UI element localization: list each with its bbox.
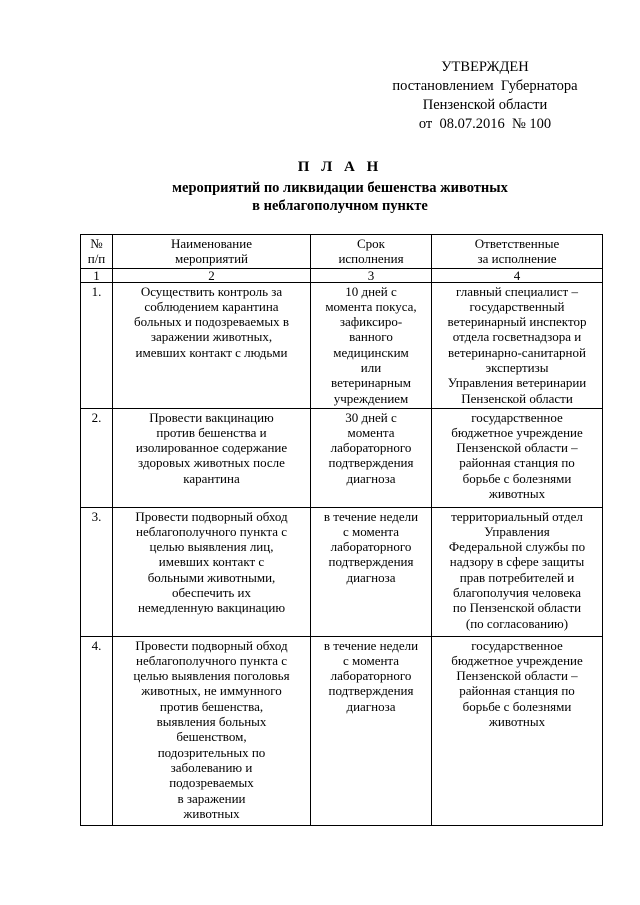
cell-line: государственное [471,409,563,425]
cell-line: лабораторного [330,440,412,456]
cell-line: бюджетное учреждение [451,424,583,440]
cell-line: с момента [342,523,400,539]
table-row [81,408,603,507]
cell-line: ветеринарным [331,375,411,391]
cell-line: зафиксиро- [339,314,403,330]
header-term: Срок исполнения [311,235,432,269]
cell-line: экспертизы [485,360,549,376]
cell-line: изолированное содержание [135,440,288,456]
row-number: 3. [81,507,113,636]
cell-line: государственный [469,298,565,314]
cell-line: животных [488,486,546,502]
cell-line: против бешенства и [156,424,267,440]
column-number: 2 [113,268,311,282]
cell-line: главный специалист – [456,283,578,299]
column-number: 1 [81,268,113,282]
row-term [311,636,432,825]
column-number-row [81,268,603,282]
table-row [81,636,603,825]
cell-line: животных, не иммунного [141,683,282,699]
row-action [113,507,311,636]
cell-line: благополучия человека [452,585,582,601]
cell-line: Пензенской области [461,390,573,406]
cell-line: животных [183,805,240,821]
header-action: Наименование мероприятий [113,235,311,269]
row-term [311,282,432,408]
cell-line: ветеринарно-санитарной [448,344,586,360]
cell-line: бешенством, [176,729,247,745]
row-action [113,636,311,825]
row-responsible [432,282,603,408]
cell-line: здоровых животных после [138,455,285,471]
cell-line: в заражении [177,790,246,806]
document-title [90,158,590,215]
cell-line: Управления ветеринарии [447,375,587,391]
cell-line: районная станция по [459,455,575,471]
cell-line: неблагополучного пункта с [136,652,287,668]
cell-line: Провести подворный обход [135,637,288,653]
table-row [81,507,603,636]
cell-line: больными животными, [147,569,276,585]
row-responsible [432,408,603,507]
column-number: 4 [432,268,603,282]
cell-line: немедленную вакцинацию [137,600,286,616]
row-responsible [432,636,603,825]
cell-line: подозрительных по [157,744,266,760]
cell-line: Провести подворный обход [135,508,288,524]
cell-line: лабораторного [330,539,412,555]
cell-line: животных [488,714,546,730]
row-term [311,408,432,507]
approval-region-line: Пензенской области [422,97,548,113]
cell-line: имевших контакт с людьми [135,344,288,360]
cell-line: ванного [349,329,393,345]
cell-line: борьбе с болезнями [462,698,572,714]
cell-line: ветеринарный инспектор [447,314,587,330]
cell-line: заболеванию и [170,759,253,775]
cell-line: районная станция по [459,683,575,699]
row-action [113,408,311,507]
row-term [311,507,432,636]
table-header-row [81,235,603,269]
cell-line: учреждением [333,390,409,406]
cell-line: подтверждения [328,683,414,699]
cell-line: обеспечить их [171,585,252,601]
approval-block [370,58,600,134]
plan-table [80,234,603,826]
cell-line: отдела госветнадзора и [452,329,582,345]
cell-line: в течение недели [323,508,419,524]
cell-line: целью выявления поголовья [133,668,290,684]
header-responsible: Ответственные за исполнение [432,235,603,269]
cell-line: соблюдением карантина [144,298,279,314]
column-number: 3 [311,268,432,282]
row-number: 2. [81,408,113,507]
cell-line: Провести вакцинацию [149,409,274,425]
row-number: 1. [81,282,113,408]
approval-date-line: от 08.07.2016 № 100 [418,116,552,132]
cell-line: с момента [342,652,400,668]
title-line-1: мероприятий по ликвидации бешенства животных [172,180,508,196]
cell-line: Пензенской области – [456,668,578,684]
cell-line: борьбе с болезнями [462,470,572,486]
cell-line: больных и подозреваемых в [134,314,289,330]
header-number: № п/п [81,235,113,269]
cell-line: бюджетное учреждение [451,652,583,668]
cell-line: территориальный отдел [451,508,583,524]
cell-line: лабораторного [330,668,412,684]
cell-line: (по согласованию) [465,615,569,631]
cell-line: подтверждения [328,554,414,570]
table-row [81,282,603,408]
cell-line: против бешенства, [159,698,264,714]
row-responsible [432,507,603,636]
cell-line: неблагополучного пункта с [136,523,287,539]
cell-line: целью выявления лиц, [149,539,274,555]
cell-line: Пензенской области – [456,440,578,456]
approval-decree-line: постановлением Губернатора [392,78,578,94]
cell-line: Управления [484,523,550,539]
row-action [113,282,311,408]
cell-line: по Пензенской области [452,600,582,616]
cell-line: диагноза [346,698,396,714]
cell-line: подозреваемых [169,775,254,791]
cell-line: момента покуса, [325,298,417,314]
cell-line: прав потребителей и [459,569,575,585]
cell-line: надзору в сфере защиты [449,554,585,570]
cell-line: Осуществить контроль за [140,283,283,299]
cell-line: 30 дней с [345,409,397,425]
cell-line: заражении животных, [150,329,273,345]
cell-line: подтверждения [328,455,414,471]
title-line-2: в неблагополучном пункте [252,198,428,214]
row-number: 4. [81,636,113,825]
cell-line: Федеральной службы по [448,539,586,555]
cell-line: карантина [183,470,240,486]
cell-line: диагноза [346,470,396,486]
title-heading: П Л А Н [297,159,383,175]
cell-line: медицинским [333,344,409,360]
cell-line: выявления больных [156,714,267,730]
cell-line: момента [347,424,395,440]
approval-heading: УТВЕРЖДЕН [441,59,529,75]
cell-line: или [360,360,382,376]
cell-line: имевших контакт с [158,554,265,570]
cell-line: диагноза [346,569,396,585]
cell-line: в течение недели [323,637,419,653]
cell-line: 10 дней с [345,283,397,299]
cell-line: государственное [471,637,563,653]
